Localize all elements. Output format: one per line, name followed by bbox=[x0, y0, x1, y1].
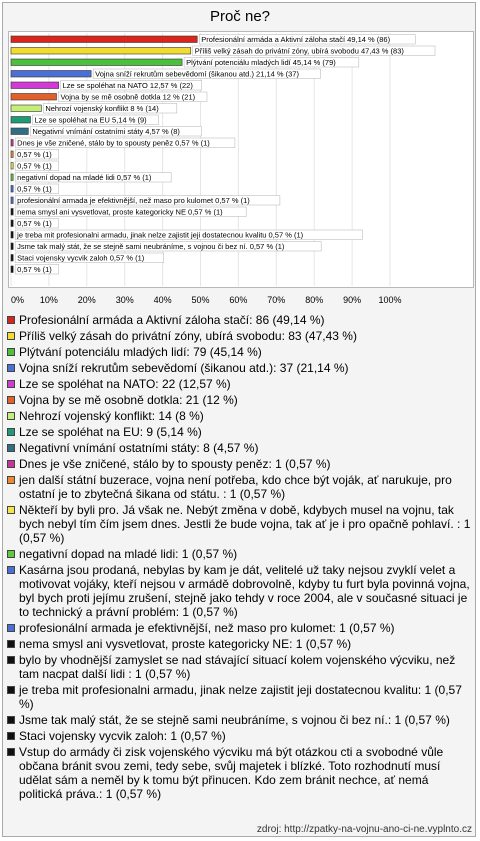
legend-item bbox=[6, 745, 472, 801]
legend-swatch bbox=[7, 460, 15, 468]
bar-label: Staci vojensky vycvik zaloh 0,57 % (1) bbox=[17, 253, 145, 263]
bar bbox=[11, 186, 13, 193]
legend-label: Vojna sníží rekrutům sebevědomí (šikanou atd.): 37 (21,14 %) bbox=[19, 361, 349, 375]
legend-swatch bbox=[7, 550, 15, 558]
bar-label: nema smysl ani vysvetlovat, proste kategoricky NE 0,57 % (1) bbox=[17, 207, 223, 217]
bar-label: negativní dopad na mladé lidi 0,57 % (1) bbox=[17, 173, 152, 182]
bar bbox=[11, 48, 191, 55]
legend-swatch bbox=[7, 656, 15, 664]
legend-label: Někteří by byli pro. Já však ne. Nebýt změna v době, kdybych musel na vojnu, tak bych nebyl tím čím jsem dnes. Jestli že bude vojna, tak ať je i pro opačně pohlaví. : 1 (0,57 %) bbox=[19, 503, 471, 545]
bar-label: 0,57 % (1) bbox=[17, 161, 52, 171]
bar bbox=[11, 243, 13, 250]
legend-label: jen další státní buzerace, vojna není potřeba, kdo chce být voják, ať narukuje, pro ostatní je to zbytečná šikana od státu. : 1 (0,57 %) bbox=[19, 473, 452, 501]
bar-label: Nehrozí vojenský konflikt 8 % (14) bbox=[45, 104, 159, 113]
legend-swatch bbox=[7, 748, 15, 756]
legend-swatch bbox=[7, 316, 15, 324]
legend-item bbox=[6, 393, 472, 407]
legend-swatch bbox=[7, 640, 15, 648]
x-tick-label: 60% bbox=[229, 295, 248, 305]
bar bbox=[11, 151, 13, 158]
legend-item bbox=[6, 441, 472, 455]
bar-label: profesionální armada je efektivnější, než maso pro kulomet 0,57 % (1) bbox=[17, 196, 250, 205]
bar-label: Negativní vnímání ostatními státy 4,57 % (8) bbox=[32, 127, 180, 136]
legend-item bbox=[6, 361, 472, 375]
bar bbox=[11, 117, 30, 124]
legend-label: Vstup do armády či zisk vojenského výcviku má být otázkou cti a svobodné vůle občana bránit svou zemi, tedy sebe, svůj majetek i blízké. Toto rozhodnutí musí udělat sám a neměl by k tomu být přinucen. Kdo zem bránit nechce, ať nemá politická práva.: 1 (0,57 %) bbox=[19, 745, 444, 801]
legend-swatch bbox=[7, 444, 15, 452]
bar-label: Vojna by se mě osobně dotkla 12 % (21) bbox=[60, 92, 196, 102]
legend-label: Profesionální armáda a Aktivní záloha stačí: 86 (49,14 %) bbox=[19, 313, 325, 327]
legend-swatch bbox=[7, 380, 15, 388]
legend-label: profesionální armada je efektivnější, než maso pro kulomet: 1 (0,57 %) bbox=[19, 621, 395, 635]
legend-label: Příliš velký zásah do privátní zóny, ubírá svobodu: 83 (47,43 %) bbox=[19, 329, 357, 343]
bar bbox=[11, 140, 13, 147]
legend-item bbox=[6, 683, 472, 711]
bar bbox=[11, 232, 13, 239]
legend-item bbox=[6, 503, 472, 545]
legend-item bbox=[6, 329, 472, 343]
legend-label: negativní dopad na mladé lidi: 1 (0,57 %) bbox=[19, 547, 238, 561]
bar-label: Lze se spoléhat na EU 5,14 % (9) bbox=[34, 115, 147, 125]
bar-label: je treba mit profesionalni armadu, jinak nelze zajistit jeji dostatecnou kvalitu 0,57 % (1) bbox=[17, 230, 304, 240]
legend-label: Jsme tak malý stát, že se stejně sami neubráníme, s vojnou či bez ní.: 1 (0,57 %) bbox=[19, 713, 450, 727]
bar bbox=[11, 128, 28, 135]
legend-label: Lze se spoléhat na NATO: 22 (12,57 %) bbox=[19, 377, 231, 391]
bar bbox=[11, 174, 13, 181]
legend-item bbox=[6, 547, 472, 561]
bar bbox=[11, 220, 13, 227]
legend-swatch bbox=[7, 428, 15, 436]
legend-label: Kasárna jsou prodaná, nebylas by kam je dát, velitelé už taky nejsou zvyklí velet a motivovat vojáky, kteří nejsou v armádě dobrovolně, kdyby tu furt byla povinná vojna, byl bych proti jejímu zrušení, stejně jako tehdy v roce 2004, ale v současné situaci je to technický a právní problém: 1 (0,57 %) bbox=[19, 563, 470, 619]
legend-item bbox=[6, 621, 472, 635]
legend-item bbox=[6, 457, 472, 471]
legend-swatch bbox=[7, 732, 15, 740]
legend-label: Dnes je vše zničené, stálo by to spousty peněz: 1 (0,57 %) bbox=[19, 457, 331, 471]
legend-item bbox=[6, 653, 472, 681]
bar-label: 0,57 % (1) bbox=[17, 184, 52, 194]
bar bbox=[11, 59, 182, 66]
legend-label: je treba mit profesionalni armadu, jinak nelze zajistit jeji dostatecnou kvalitu: 1 (0,57 %) bbox=[19, 683, 462, 711]
legend-item bbox=[6, 563, 472, 619]
legend-swatch bbox=[7, 412, 15, 420]
legend-swatch bbox=[7, 396, 15, 404]
x-tick-label: 10% bbox=[39, 295, 58, 305]
bar bbox=[11, 82, 59, 89]
legend-swatch bbox=[7, 686, 15, 694]
bar-label: Jsme tak malý stát, že se stejně sami neubráníme, s vojnou či bez ní. 0,57 % (1) bbox=[17, 242, 285, 251]
legend-item bbox=[6, 713, 472, 727]
bar bbox=[11, 266, 13, 273]
bar-label: 0,57 % (1) bbox=[17, 150, 52, 159]
legend-swatch bbox=[7, 364, 15, 372]
bar-label: Plýtvání potenciálu mladých lidí 45,14 % (79) bbox=[186, 58, 336, 67]
x-tick-label: 20% bbox=[77, 295, 96, 305]
legend-item bbox=[6, 345, 472, 359]
bar-label: Vojna sníží rekrutům sebevědomí (šikanou atd.) 21,14 % (37) bbox=[95, 69, 299, 79]
legend-item bbox=[6, 473, 472, 501]
bar bbox=[11, 209, 13, 216]
legend-swatch bbox=[7, 624, 15, 632]
bar bbox=[11, 163, 13, 170]
legend-label: Plýtvání potenciálu mladých lidí: 79 (45,14 %) bbox=[19, 345, 262, 359]
x-tick-label: 40% bbox=[153, 295, 172, 305]
x-tick-label: 0% bbox=[11, 295, 25, 305]
bar bbox=[11, 94, 56, 101]
legend-swatch bbox=[7, 332, 15, 340]
bar-chart-svg bbox=[0, 0, 480, 312]
bar-label: Dnes je vše zničené, stálo by to spousty peněz 0,57 % (1) bbox=[17, 138, 210, 148]
bar-label: 0,57 % (1) bbox=[17, 219, 52, 228]
legend-label: Staci vojensky vycvik zaloh: 1 (0,57 %) bbox=[19, 729, 226, 743]
legend-swatch bbox=[7, 506, 15, 514]
source-note: zdroj: http://zpatky-na-vojnu-ano-ci-ne.vyplnto.cz bbox=[256, 824, 472, 835]
legend-label: Lze se spoléhat na EU: 9 (5,14 %) bbox=[19, 425, 202, 439]
chart-title: Proč ne? bbox=[209, 8, 271, 25]
x-tick-label: 90% bbox=[343, 295, 362, 305]
legend-item bbox=[6, 313, 472, 327]
legend bbox=[6, 313, 472, 803]
bar bbox=[11, 71, 91, 78]
bar bbox=[11, 255, 13, 262]
legend-swatch bbox=[7, 566, 15, 574]
legend-label: Negativní vnímání ostatními státy: 8 (4,57 %) bbox=[19, 441, 259, 455]
bar bbox=[11, 197, 13, 204]
legend-item bbox=[6, 425, 472, 439]
legend-item bbox=[6, 637, 472, 651]
bar-label: 0,57 % (1) bbox=[17, 265, 52, 274]
x-tick-label: 50% bbox=[191, 295, 210, 305]
legend-item bbox=[6, 409, 472, 423]
x-tick-label: 30% bbox=[115, 295, 134, 305]
bar bbox=[11, 105, 41, 112]
legend-item bbox=[6, 729, 472, 743]
legend-swatch bbox=[7, 476, 15, 484]
bar bbox=[11, 36, 197, 43]
legend-label: bylo by vhodnější zamyslet se nad stávající situací kolem vojenského výcviku, než tam nacpat další lidi : 1 (0,57 %) bbox=[19, 653, 456, 681]
legend-label: Nehrozí vojenský konflikt: 14 (8 %) bbox=[19, 409, 204, 423]
x-tick-label: 70% bbox=[267, 295, 286, 305]
legend-label: Vojna by se mě osobně dotkla: 21 (12 %) bbox=[19, 393, 238, 407]
legend-swatch bbox=[7, 716, 15, 724]
legend-label: nema smysl ani vysvetlovat, proste kategoricky NE: 1 (0,57 %) bbox=[19, 637, 352, 651]
bar-label: Lze se spoléhat na NATO 12,57 % (22) bbox=[62, 81, 193, 90]
x-tick-label: 100% bbox=[378, 295, 402, 305]
x-tick-label: 80% bbox=[305, 295, 324, 305]
bar-label: Profesionální armáda a Aktivní záloha stačí 49,14 % (86) bbox=[201, 35, 391, 44]
legend-swatch bbox=[7, 348, 15, 356]
bar-label: Příliš velký zásah do privátní zóny, ubírá svobodu 47,43 % (83) bbox=[194, 46, 404, 56]
legend-item bbox=[6, 377, 472, 391]
